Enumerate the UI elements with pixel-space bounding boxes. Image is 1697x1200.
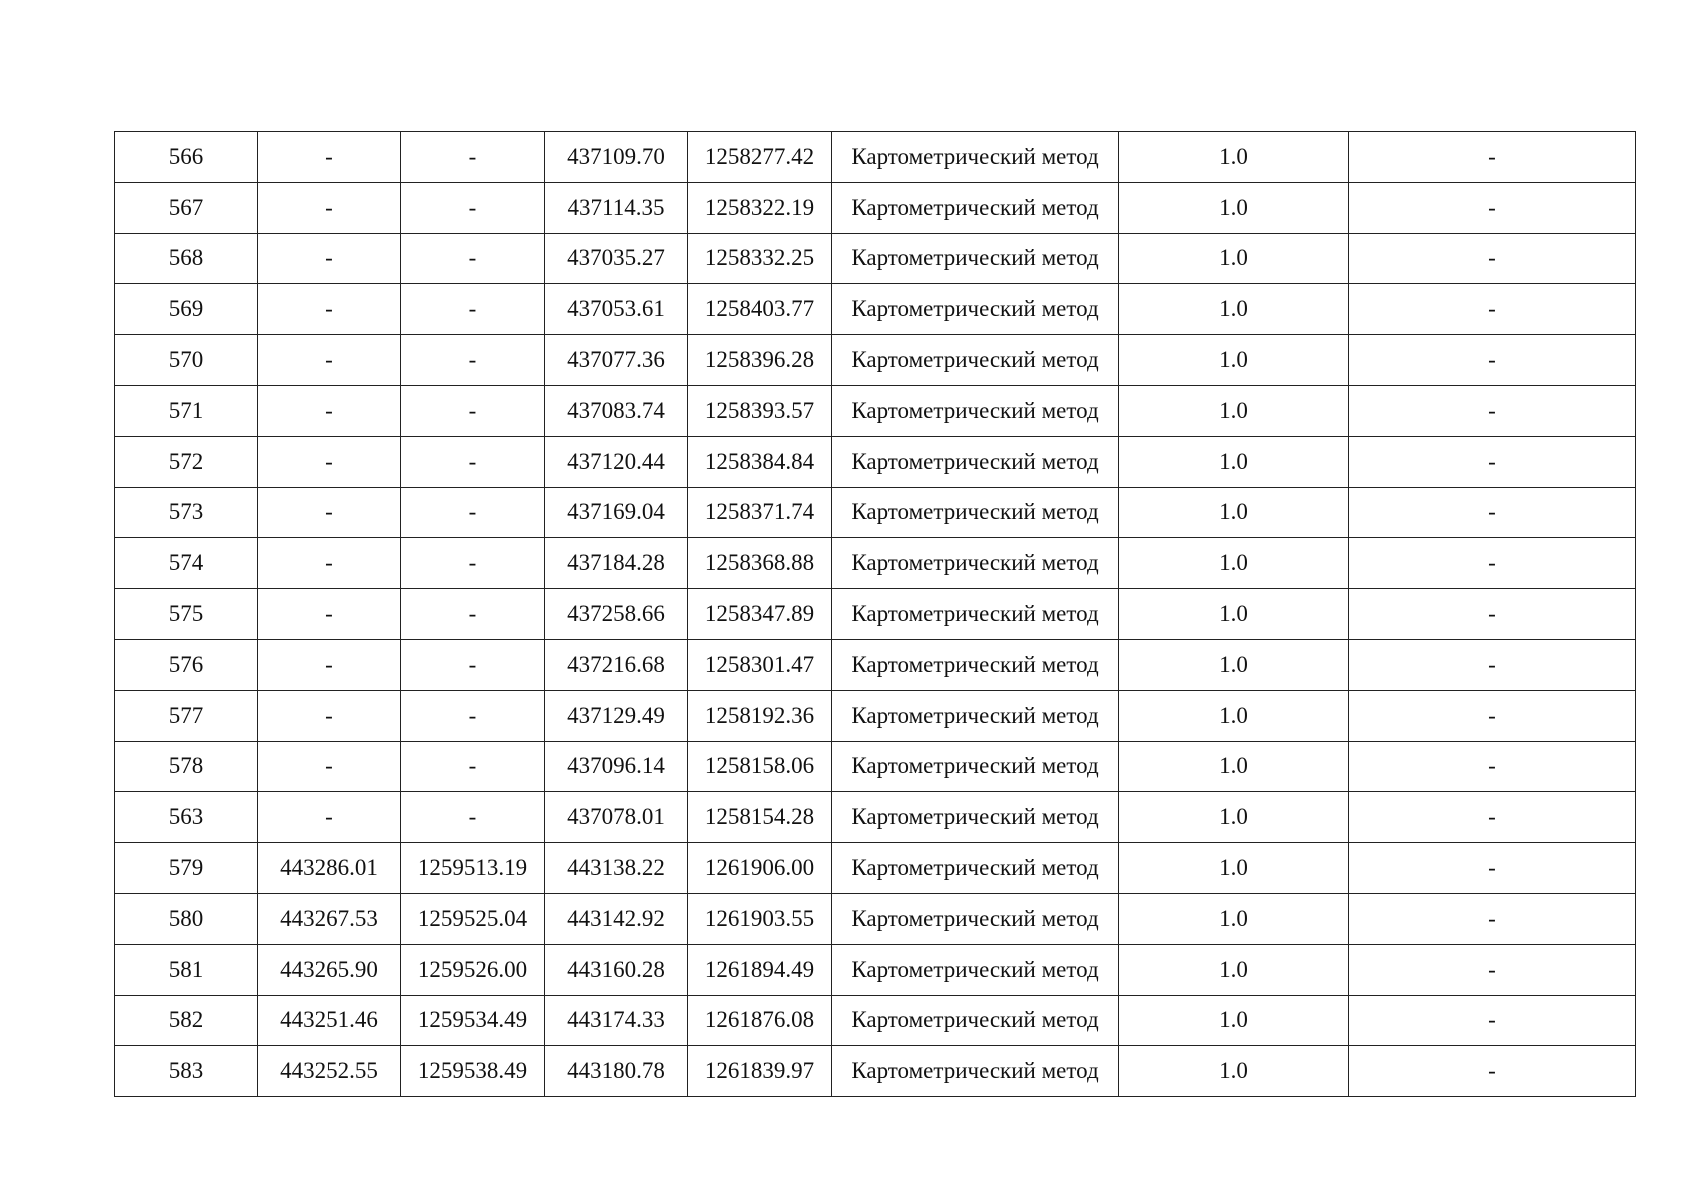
refined-x-cell: 437120.44 bbox=[545, 436, 688, 487]
table-row bbox=[115, 690, 1636, 741]
point-number-cell: 563 bbox=[115, 792, 258, 843]
refined-x-cell: 437083.74 bbox=[545, 385, 688, 436]
description-cell: - bbox=[1349, 233, 1636, 284]
accuracy-cell: 1.0 bbox=[1119, 1046, 1349, 1097]
existing-y-cell: - bbox=[401, 487, 545, 538]
refined-y-cell: 1258368.88 bbox=[688, 538, 832, 589]
description-cell: - bbox=[1349, 792, 1636, 843]
point-number-cell: 579 bbox=[115, 843, 258, 894]
existing-x-cell: - bbox=[258, 436, 401, 487]
accuracy-cell: 1.0 bbox=[1119, 335, 1349, 386]
table-row bbox=[115, 436, 1636, 487]
existing-x-cell: - bbox=[258, 182, 401, 233]
refined-x-cell: 443180.78 bbox=[545, 1046, 688, 1097]
existing-y-cell: - bbox=[401, 589, 545, 640]
refined-y-cell: 1258393.57 bbox=[688, 385, 832, 436]
point-number-cell: 574 bbox=[115, 538, 258, 589]
existing-y-cell: - bbox=[401, 436, 545, 487]
existing-y-cell: 1259513.19 bbox=[401, 843, 545, 894]
refined-y-cell: 1258158.06 bbox=[688, 741, 832, 792]
method-cell: Картометрический метод bbox=[832, 639, 1119, 690]
existing-x-cell: 443265.90 bbox=[258, 944, 401, 995]
accuracy-cell: 1.0 bbox=[1119, 690, 1349, 741]
method-cell: Картометрический метод bbox=[832, 589, 1119, 640]
refined-y-cell: 1261894.49 bbox=[688, 944, 832, 995]
refined-x-cell: 437035.27 bbox=[545, 233, 688, 284]
table-row bbox=[115, 284, 1636, 335]
point-number-cell: 578 bbox=[115, 741, 258, 792]
existing-y-cell: 1259538.49 bbox=[401, 1046, 545, 1097]
description-cell: - bbox=[1349, 639, 1636, 690]
existing-y-cell: 1259534.49 bbox=[401, 995, 545, 1046]
table-row bbox=[115, 1046, 1636, 1097]
method-cell: Картометрический метод bbox=[832, 995, 1119, 1046]
method-cell: Картометрический метод bbox=[832, 792, 1119, 843]
accuracy-cell: 1.0 bbox=[1119, 487, 1349, 538]
refined-x-cell: 443142.92 bbox=[545, 893, 688, 944]
description-cell: - bbox=[1349, 385, 1636, 436]
refined-x-cell: 443160.28 bbox=[545, 944, 688, 995]
existing-y-cell: - bbox=[401, 284, 545, 335]
point-number-cell: 573 bbox=[115, 487, 258, 538]
table-row bbox=[115, 792, 1636, 843]
description-cell: - bbox=[1349, 690, 1636, 741]
accuracy-cell: 1.0 bbox=[1119, 741, 1349, 792]
refined-x-cell: 437096.14 bbox=[545, 741, 688, 792]
accuracy-cell: 1.0 bbox=[1119, 893, 1349, 944]
refined-x-cell: 437129.49 bbox=[545, 690, 688, 741]
refined-y-cell: 1261876.08 bbox=[688, 995, 832, 1046]
existing-x-cell: - bbox=[258, 639, 401, 690]
refined-x-cell: 443138.22 bbox=[545, 843, 688, 894]
accuracy-cell: 1.0 bbox=[1119, 639, 1349, 690]
accuracy-cell: 1.0 bbox=[1119, 843, 1349, 894]
existing-y-cell: - bbox=[401, 132, 545, 183]
description-cell: - bbox=[1349, 741, 1636, 792]
refined-y-cell: 1258192.36 bbox=[688, 690, 832, 741]
description-cell: - bbox=[1349, 944, 1636, 995]
description-cell: - bbox=[1349, 893, 1636, 944]
refined-x-cell: 437077.36 bbox=[545, 335, 688, 386]
method-cell: Картометрический метод bbox=[832, 335, 1119, 386]
accuracy-cell: 1.0 bbox=[1119, 385, 1349, 436]
table-row bbox=[115, 944, 1636, 995]
existing-x-cell: 443286.01 bbox=[258, 843, 401, 894]
existing-y-cell: - bbox=[401, 639, 545, 690]
method-cell: Картометрический метод bbox=[832, 843, 1119, 894]
accuracy-cell: 1.0 bbox=[1119, 182, 1349, 233]
method-cell: Картометрический метод bbox=[832, 132, 1119, 183]
point-number-cell: 566 bbox=[115, 132, 258, 183]
table-row bbox=[115, 843, 1636, 894]
refined-y-cell: 1258277.42 bbox=[688, 132, 832, 183]
point-number-cell: 576 bbox=[115, 639, 258, 690]
accuracy-cell: 1.0 bbox=[1119, 944, 1349, 995]
refined-y-cell: 1261903.55 bbox=[688, 893, 832, 944]
existing-y-cell: - bbox=[401, 182, 545, 233]
method-cell: Картометрический метод bbox=[832, 233, 1119, 284]
description-cell: - bbox=[1349, 589, 1636, 640]
refined-y-cell: 1258332.25 bbox=[688, 233, 832, 284]
refined-x-cell: 437184.28 bbox=[545, 538, 688, 589]
description-cell: - bbox=[1349, 132, 1636, 183]
accuracy-cell: 1.0 bbox=[1119, 284, 1349, 335]
accuracy-cell: 1.0 bbox=[1119, 589, 1349, 640]
point-number-cell: 570 bbox=[115, 335, 258, 386]
refined-y-cell: 1258347.89 bbox=[688, 589, 832, 640]
method-cell: Картометрический метод bbox=[832, 893, 1119, 944]
refined-x-cell: 437258.66 bbox=[545, 589, 688, 640]
table-row bbox=[115, 741, 1636, 792]
existing-x-cell: - bbox=[258, 233, 401, 284]
existing-y-cell: - bbox=[401, 335, 545, 386]
refined-y-cell: 1258384.84 bbox=[688, 436, 832, 487]
existing-x-cell: - bbox=[258, 589, 401, 640]
point-number-cell: 582 bbox=[115, 995, 258, 1046]
coordinates-table bbox=[114, 131, 1636, 1097]
refined-x-cell: 437216.68 bbox=[545, 639, 688, 690]
table-row bbox=[115, 182, 1636, 233]
existing-x-cell: - bbox=[258, 792, 401, 843]
table-row bbox=[115, 893, 1636, 944]
refined-y-cell: 1258301.47 bbox=[688, 639, 832, 690]
existing-x-cell: - bbox=[258, 487, 401, 538]
existing-y-cell: - bbox=[401, 385, 545, 436]
existing-y-cell: 1259525.04 bbox=[401, 893, 545, 944]
method-cell: Картометрический метод bbox=[832, 284, 1119, 335]
description-cell: - bbox=[1349, 1046, 1636, 1097]
point-number-cell: 568 bbox=[115, 233, 258, 284]
point-number-cell: 577 bbox=[115, 690, 258, 741]
refined-y-cell: 1258322.19 bbox=[688, 182, 832, 233]
table-row bbox=[115, 132, 1636, 183]
method-cell: Картометрический метод bbox=[832, 1046, 1119, 1097]
accuracy-cell: 1.0 bbox=[1119, 792, 1349, 843]
table-row bbox=[115, 995, 1636, 1046]
existing-x-cell: - bbox=[258, 284, 401, 335]
method-cell: Картометрический метод bbox=[832, 487, 1119, 538]
refined-y-cell: 1258396.28 bbox=[688, 335, 832, 386]
existing-x-cell: 443267.53 bbox=[258, 893, 401, 944]
description-cell: - bbox=[1349, 182, 1636, 233]
method-cell: Картометрический метод bbox=[832, 436, 1119, 487]
description-cell: - bbox=[1349, 843, 1636, 894]
refined-y-cell: 1258371.74 bbox=[688, 487, 832, 538]
accuracy-cell: 1.0 bbox=[1119, 538, 1349, 589]
point-number-cell: 569 bbox=[115, 284, 258, 335]
refined-y-cell: 1261906.00 bbox=[688, 843, 832, 894]
existing-x-cell: - bbox=[258, 538, 401, 589]
refined-y-cell: 1258403.77 bbox=[688, 284, 832, 335]
table-body bbox=[115, 132, 1636, 1097]
table-row bbox=[115, 639, 1636, 690]
table-row bbox=[115, 385, 1636, 436]
table-row bbox=[115, 335, 1636, 386]
point-number-cell: 581 bbox=[115, 944, 258, 995]
description-cell: - bbox=[1349, 538, 1636, 589]
refined-x-cell: 437053.61 bbox=[545, 284, 688, 335]
point-number-cell: 580 bbox=[115, 893, 258, 944]
point-number-cell: 572 bbox=[115, 436, 258, 487]
accuracy-cell: 1.0 bbox=[1119, 995, 1349, 1046]
point-number-cell: 583 bbox=[115, 1046, 258, 1097]
method-cell: Картометрический метод bbox=[832, 385, 1119, 436]
description-cell: - bbox=[1349, 436, 1636, 487]
refined-x-cell: 437078.01 bbox=[545, 792, 688, 843]
refined-x-cell: 437114.35 bbox=[545, 182, 688, 233]
refined-x-cell: 443174.33 bbox=[545, 995, 688, 1046]
description-cell: - bbox=[1349, 335, 1636, 386]
existing-y-cell: 1259526.00 bbox=[401, 944, 545, 995]
method-cell: Картометрический метод bbox=[832, 538, 1119, 589]
refined-x-cell: 437169.04 bbox=[545, 487, 688, 538]
existing-x-cell: 443252.55 bbox=[258, 1046, 401, 1097]
description-cell: - bbox=[1349, 487, 1636, 538]
point-number-cell: 571 bbox=[115, 385, 258, 436]
method-cell: Картометрический метод bbox=[832, 182, 1119, 233]
accuracy-cell: 1.0 bbox=[1119, 132, 1349, 183]
existing-y-cell: - bbox=[401, 233, 545, 284]
accuracy-cell: 1.0 bbox=[1119, 436, 1349, 487]
accuracy-cell: 1.0 bbox=[1119, 233, 1349, 284]
existing-y-cell: - bbox=[401, 741, 545, 792]
table-row bbox=[115, 589, 1636, 640]
existing-y-cell: - bbox=[401, 538, 545, 589]
existing-x-cell: - bbox=[258, 132, 401, 183]
description-cell: - bbox=[1349, 995, 1636, 1046]
table-row bbox=[115, 538, 1636, 589]
method-cell: Картометрический метод bbox=[832, 690, 1119, 741]
point-number-cell: 575 bbox=[115, 589, 258, 640]
existing-y-cell: - bbox=[401, 792, 545, 843]
existing-x-cell: - bbox=[258, 385, 401, 436]
refined-y-cell: 1258154.28 bbox=[688, 792, 832, 843]
existing-x-cell: - bbox=[258, 335, 401, 386]
existing-x-cell: - bbox=[258, 741, 401, 792]
refined-x-cell: 437109.70 bbox=[545, 132, 688, 183]
refined-y-cell: 1261839.97 bbox=[688, 1046, 832, 1097]
table-row bbox=[115, 233, 1636, 284]
existing-y-cell: - bbox=[401, 690, 545, 741]
existing-x-cell: 443251.46 bbox=[258, 995, 401, 1046]
method-cell: Картометрический метод bbox=[832, 944, 1119, 995]
description-cell: - bbox=[1349, 284, 1636, 335]
existing-x-cell: - bbox=[258, 690, 401, 741]
method-cell: Картометрический метод bbox=[832, 741, 1119, 792]
point-number-cell: 567 bbox=[115, 182, 258, 233]
table-row bbox=[115, 487, 1636, 538]
